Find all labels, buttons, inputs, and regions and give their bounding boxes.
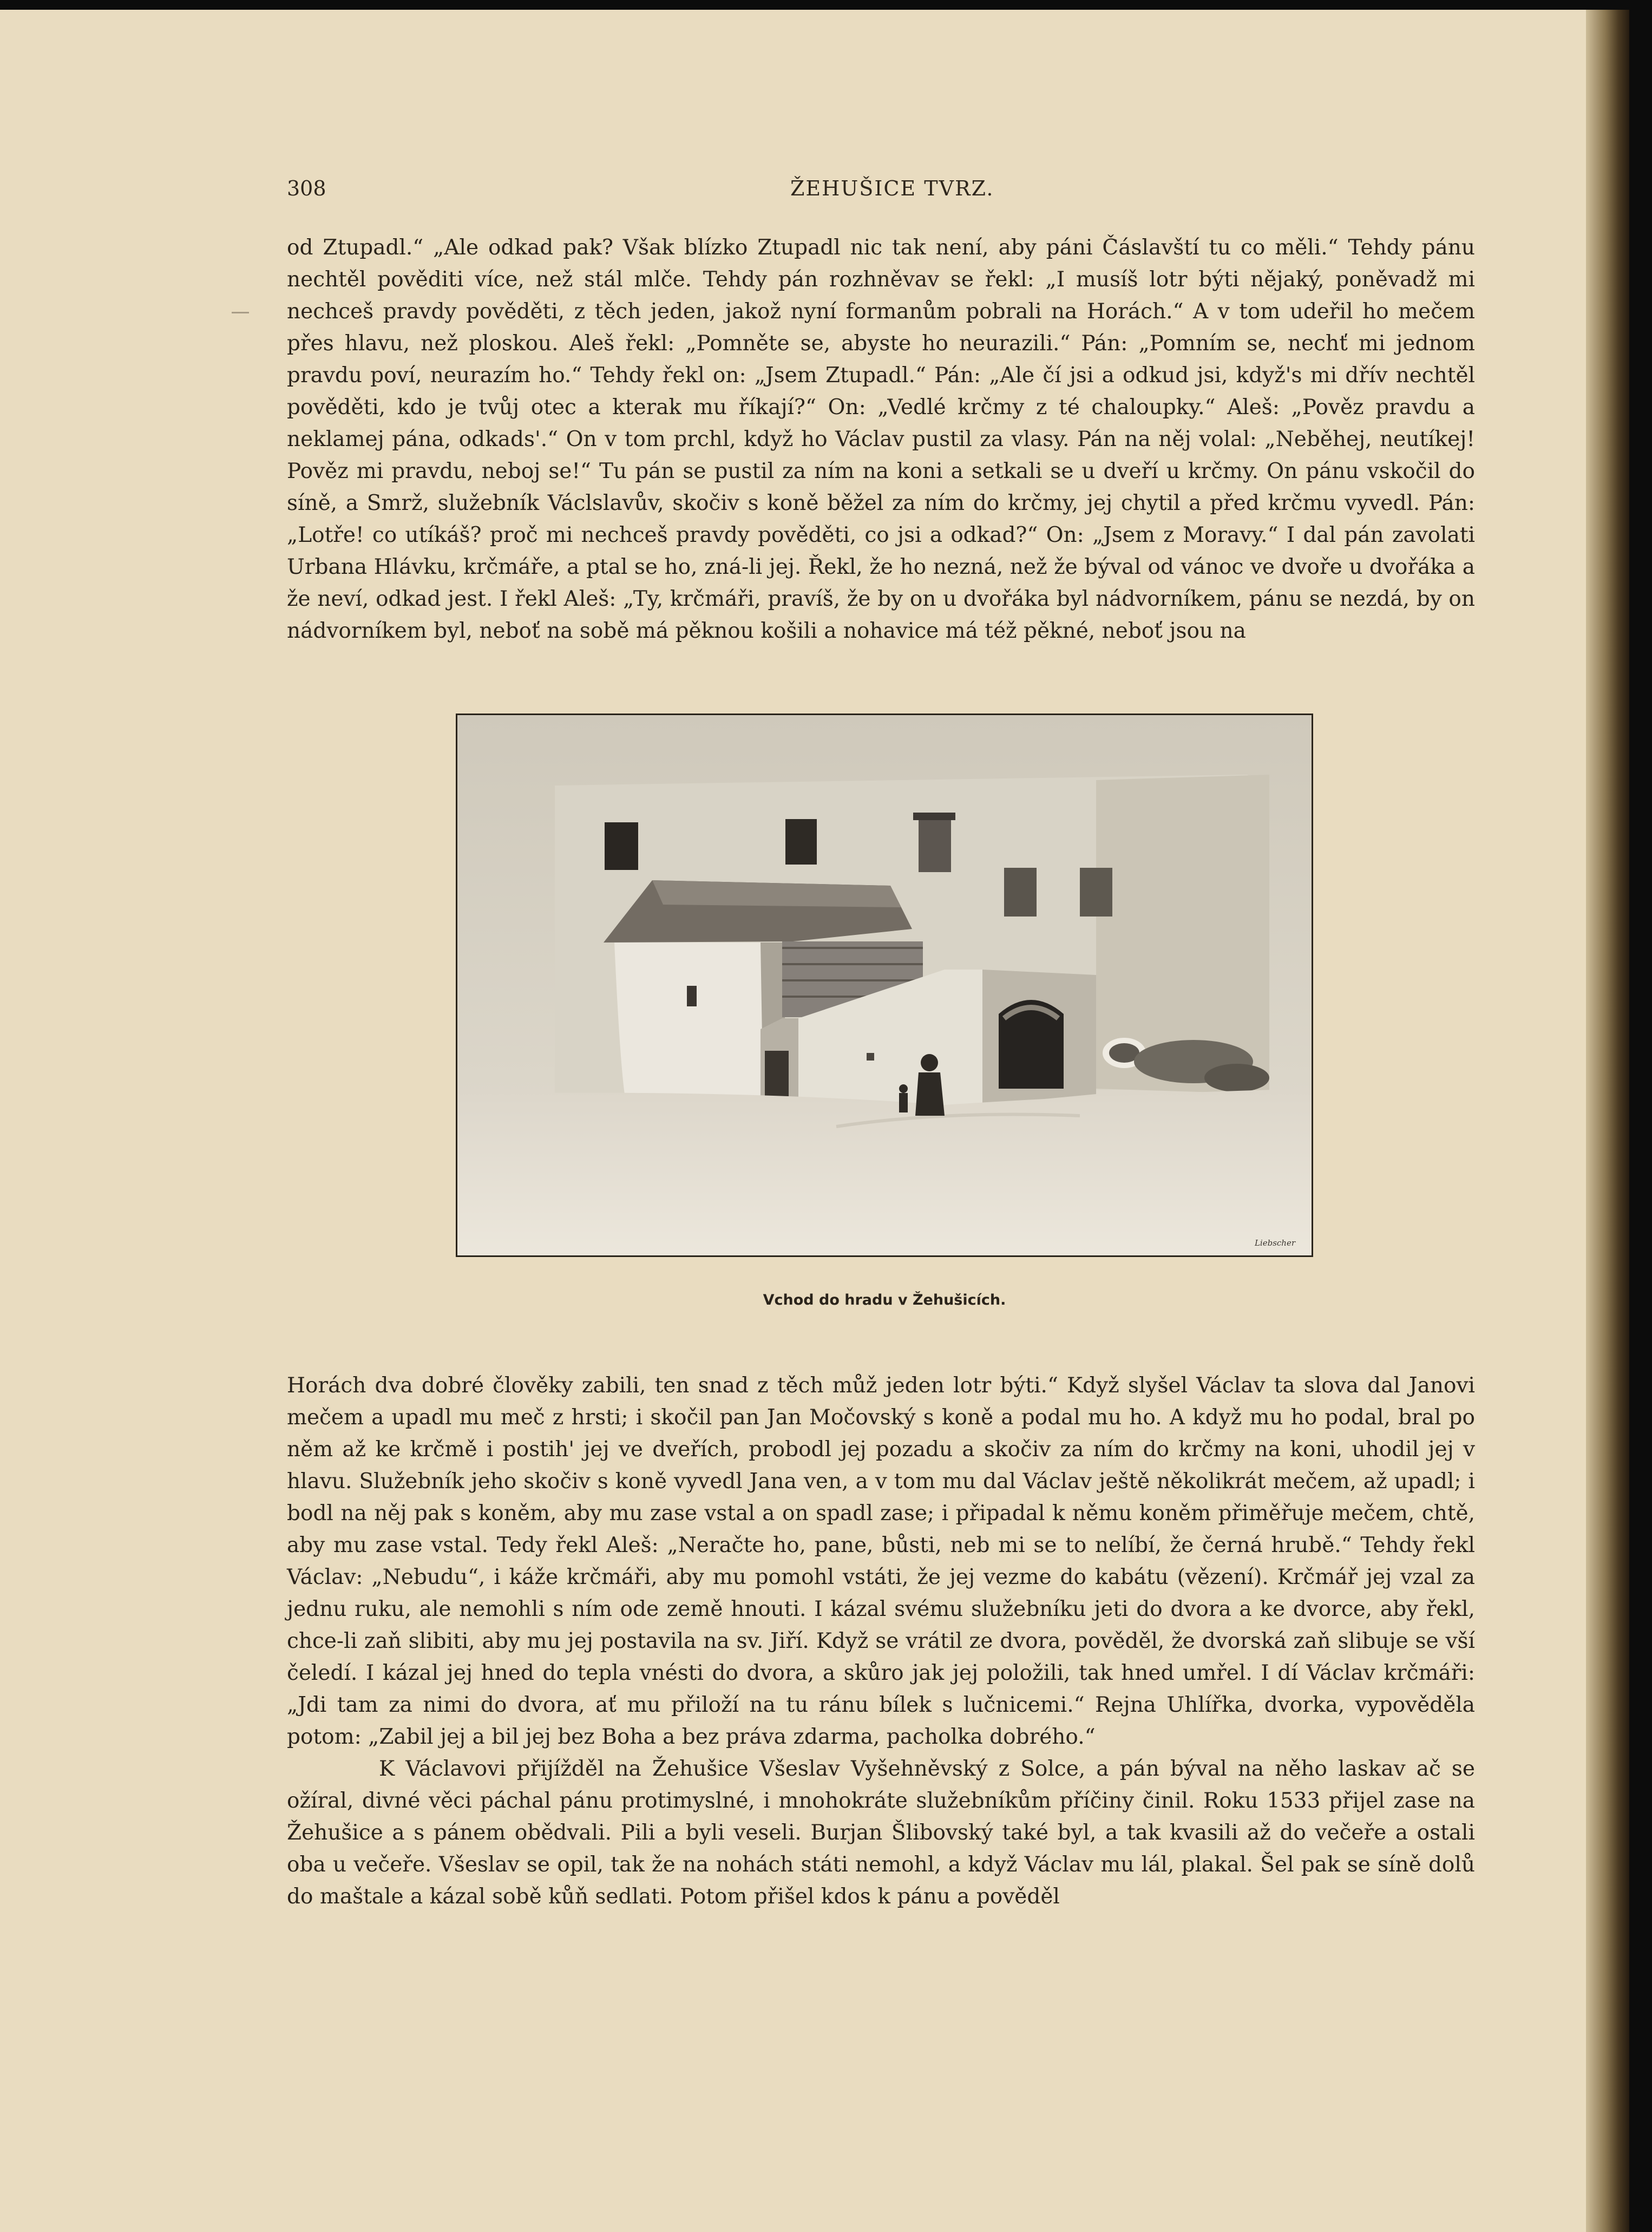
- paragraph-continued: od Ztupadl.“ „Ale odkad pak? Však blízko Ztupadl nic tak není, aby páni Čáslavští tu co měli.“ Tehdy pánu nechtěl pověditi více, než stál mlče. Tehdy pán rozhněvav se řekl: „I musíš lotr býti nějaký, poněvadž mi nechceš pravdy pověděti, z těch jeden, jakož nyní formanům pobrali na Horách.“ A v tom udeřil ho mečem přes hlavu, než ploskou. Aleš řekl: „Pomněte se, abyste ho neurazili.“ Pán: „Pomním se, nechť mi jednom pravdu poví, neurazím ho.“ Tehdy řekl on: „Jsem Ztupadl.“ Pán: „Ale čí jsi a odkud jsi, když's mi dřív nechtěl pověděti, kdo je tvůj otec a kterak mu říkají?“ On: „Vedlé krčmy z té chaloupky.“ Aleš: „Pověz pravdu a neklamej pána, odkads'.“ On v tom prchl, když ho Václav pustil za vlasy. Pán na něj volal: „Neběhej, neutíkej! Pověz mi pravdu, neboj se!“ Tu pán se pustil za ním na koni a setkali se u dveří u krčmy. On pánu vskočil do síně, a Smrž, služebník Václslavův, skočiv s koně běžel za ním do krčmy, jej chytil a před krčmu vyvedl. Pán: „Lotře! co utíkáš? proč mi nechceš pravdy pověděti, co jsi a odkad?“ On: „Jsem z Moravy.“ I dal pán zavolati Urbana Hlávku, krčmáře, a ptal se ho, zná-li jej. Řekl, že ho nezná, než že býval od vánoc ve dvoře u dvořáka a že neví, odkad jest. I řekl Aleš: „Ty, krčmáři, pravíš, že by on u dvořáka byl nádvorníkem, pánu se nezdá, by on nádvorníkem byl, neboť na sobě má pěknou košili a nohavice má též pěkné, neboť jsou na: [287, 235, 1475, 643]
- window: [785, 819, 817, 865]
- margin-mark: [232, 312, 249, 313]
- artist-signature: Liebscher: [1254, 1238, 1295, 1248]
- book-spine: [1586, 10, 1629, 2232]
- snowy-ground: [457, 1089, 1312, 1255]
- side-door: [765, 1051, 789, 1101]
- paragraph: K Václavovi přijížděl na Žehušice Všeslav Vyšehněvský z Solce, a pán býval na něho laskav ač se ožíral, divné věci páchal pánu protimyslné, i mnohokráte služebníkům příčiny činil. Roku 1533 přijel zase na Žehušice a s pánem obědvali. Pili a byli veseli. Burjan Šlibovský také byl, a tak kvasili až do večeře a ostali oba u večeře. Všeslav se opil, tak že na nohách státi nemohl, a když Václav mu lál, plakal. Šel pak se síně dolů do maštale a kázal sobě kůň sedlati. Potom přišel kdos k pánu a pověděl: [287, 1757, 1475, 1909]
- page-number: 308: [287, 176, 326, 200]
- castle-gate-engraving: [457, 715, 1312, 1255]
- figure-caption: Vchod do hradu v Žehušicích.: [763, 1292, 1006, 1308]
- illustration: [456, 714, 1313, 1257]
- running-head: [287, 176, 1532, 209]
- body-text-bottom: [287, 1370, 1475, 1913]
- book-page: [0, 10, 1629, 2232]
- running-title: ŽEHUŠICE TVRZ.: [790, 176, 994, 200]
- chimney: [919, 818, 951, 872]
- paragraph: Horách dva dobré člověky zabili, ten snad z těch můž jeden lotr býti.“ Když slyšel Václav ta slova dal Janovi mečem a upadl mu meč z hrsti; i skočil pan Jan Močovský s koně a podal mu ho. A když mu ho podal, bral po něm až ke krčmě i postih' jej ve dveřích, probodl jej pozadu a skočiv za ním do krčmy na koni, uhodil jej v hlavu. Služebník jeho skočiv s koně vyvedl Jana ven, a v tom mu dal Václav ještě několikrát mečem, až upadl; i bodl na něj pak s koněm, aby mu zase vstal a on spadl zase; i připadal k němu koněm přiměřuje mečem, chtě, aby mu zase vstal. Tedy řekl Aleš: „Neračte ho, pane, bůsti, neb mi se to nelíbí, že černá hrubě.“ Tehdy řekl Václav: „Nebudu“, i káže krčmáři, aby mu pomohl vstáti, že jej vezme do kabátu (vězení). Krčmář jej vzal za jednu ruku, ale nemohli s ním ode země hnouti. I kázal svému služebníku jeti do dvora a ke dvorce, aby řekl, chce-li zaň slibiti, aby mu jej postavila na sv. Jiří. Když se vrátil ze dvora, pověděl, že dvorská zaň slibuje se vší čeledí. I kázal jej hned do tepla vnésti do dvora, a skůro jak jej položili, tak hned umřel. I dí Václav krčmáři: „Jdi tam za nimi do dvora, ať mu přiloží na tu ránu bílek s lučnicemi.“ Rejna Uhlířka, dvorka, vypověděla potom: „Zabil jej a bil jej bez Boha a bez práva zdarma, pacholka dobrého.“: [287, 1373, 1475, 1749]
- window: [605, 822, 638, 870]
- body-text-top: [287, 232, 1475, 647]
